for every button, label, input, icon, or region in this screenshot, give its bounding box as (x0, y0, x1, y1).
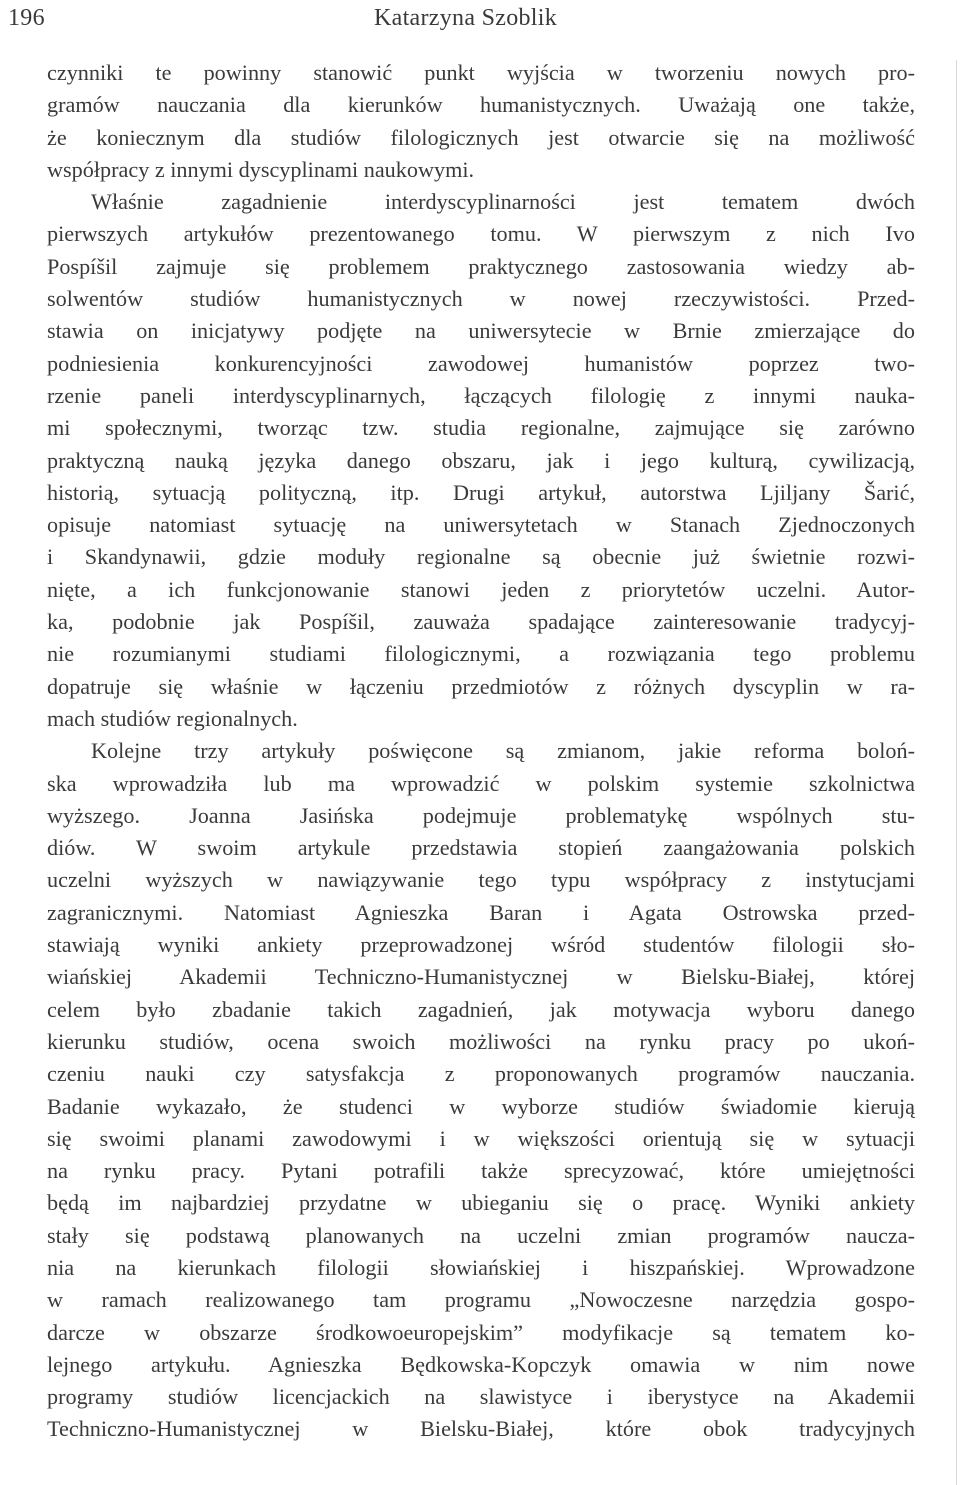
text-line: dopatruje się właśnie w łączeniu przedmiotów z różnych dyscyplin w ra- (47, 673, 915, 699)
text-line: nia na kierunkach filologii słowiańskiej i hiszpańskiej. Wprowadzone (47, 1254, 915, 1280)
text-line: współpracy z innymi dyscyplinami naukowymi. (47, 156, 475, 182)
text-line: Kolejne trzy artykuły poświęcone są zmianom, jakie reforma boloń- (91, 738, 915, 764)
body-text (47, 57, 915, 1446)
text-line: ska wprowadziła lub ma wprowadzić w polskim systemie szkolnictwa (47, 770, 915, 796)
text-line: zagranicznymi. Natomiast Agnieszka Baran i Agata Ostrowska przed- (47, 899, 915, 925)
text-line: w ramach realizowanego tam programu „Nowoczesne narzędzia gospo- (47, 1287, 915, 1313)
text-line: Pospíšil zajmuje się problemem praktycznego zastosowania wiedzy ab- (47, 253, 915, 279)
margin-rule (956, 60, 957, 1485)
running-head-author: Katarzyna Szoblik (374, 5, 558, 31)
text-line: stały się podstawą planowanych na uczelni zmian programów naucza- (47, 1222, 915, 1248)
text-line: darcze w obszarze środkowoeuropejskim” modyfikacje są tematem ko- (47, 1319, 915, 1345)
text-line: opisuje natomiast sytuację na uniwersytetach w Stanach Zjednoczonych (47, 512, 915, 538)
text-line: praktyczną nauką języka danego obszaru, jak i jego kulturą, cywilizacją, (47, 447, 915, 473)
text-line: na rynku pracy. Pytani potrafili także sprecyzować, które umiejętności (47, 1158, 915, 1184)
text-line: Właśnie zagadnienie interdyscyplinarności jest tematem dwóch (91, 189, 915, 215)
text-line: stawia on inicjatywy podjęte na uniwersytecie w Brnie zmierzające do (47, 318, 915, 344)
text-line: nie rozumianymi studiami filologicznymi, a rozwiązania tego problemu (47, 641, 915, 667)
text-line: ka, podobnie jak Pospíšil, zauważa spadające zainteresowanie tradycyj- (47, 609, 915, 635)
text-line: wiańskiej Akademii Techniczno-Humanistycznej w Bielsku-Białej, której (47, 964, 915, 990)
text-line: czeniu nauki czy satysfakcja z proponowanych programów nauczania. (47, 1061, 915, 1087)
text-line: wyższego. Joanna Jasińska podejmuje problematykę wspólnych stu- (47, 802, 915, 828)
text-line: że koniecznym dla studiów filologicznych jest otwarcie się na możliwość (47, 124, 915, 150)
text-line: gramów nauczania dla kierunków humanistycznych. Uważają one także, (47, 92, 915, 118)
text-line: uczelni wyższych w nawiązywanie tego typu współpracy z instytucjami (47, 867, 915, 893)
text-line: diów. W swoim artykule przedstawia stopień zaangażowania polskich (47, 835, 915, 861)
text-line: historią, sytuacją polityczną, itp. Drugi artykuł, autorstwa Ljiljany Šarić, (47, 479, 915, 505)
text-line: mach studiów regionalnych. (47, 705, 298, 731)
text-line: programy studiów licencjackich na slawistyce i iberystyce na Akademii (47, 1384, 915, 1410)
text-line: Badanie wykazało, że studenci w wyborze studiów świadomie kierują (47, 1093, 915, 1119)
running-header (0, 0, 960, 40)
text-line: stawiają wyniki ankiety przeprowadzonej wśród studentów filologii sło- (47, 932, 915, 958)
text-line: się swoimi planami zawodowymi i w większości orientują się w sytuacji (47, 1125, 915, 1151)
text-line: mi społecznymi, tworząc tzw. studia regionalne, zajmujące się zarówno (47, 415, 915, 441)
text-line: podniesienia konkurencyjności zawodowej humanistów poprzez two- (47, 350, 915, 376)
text-line: solwentów studiów humanistycznych w nowej rzeczywistości. Przed- (47, 286, 915, 312)
text-line: celem było zbadanie takich zagadnień, jak motywacja wyboru danego (47, 996, 915, 1022)
text-line: czynniki te powinny stanowić punkt wyjścia w tworzeniu nowych pro- (47, 60, 915, 85)
text-line: i Skandynawii, gdzie moduły regionalne są obecnie już świetnie rozwi- (47, 544, 915, 570)
text-line: będą im najbardziej przydatne w ubieganiu się o pracę. Wyniki ankiety (47, 1190, 915, 1216)
text-line: rzenie paneli interdyscyplinarnych, łączących filologię z innymi nauka- (47, 382, 915, 408)
text-line: nięte, a ich funkcjonowanie stanowi jeden z priorytetów uczelni. Autor- (47, 576, 915, 602)
text-line: Techniczno-Humanistycznej w Bielsku-Białej, które obok tradycyjnych (47, 1416, 915, 1442)
text-line: lejnego artykułu. Agnieszka Będkowska-Kopczyk omawia w nim nowe (47, 1351, 915, 1377)
page-number: 196 (8, 5, 45, 31)
text-line: pierwszych artykułów prezentowanego tomu. W pierwszym z nich Ivo (47, 221, 915, 247)
text-line: kierunku studiów, ocena swoich możliwości na rynku pracy po ukoń- (47, 1028, 915, 1054)
